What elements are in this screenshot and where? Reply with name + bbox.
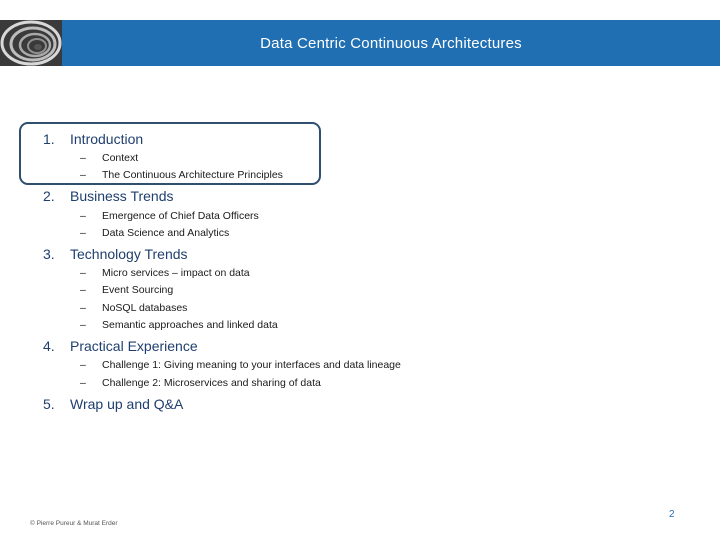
agenda-section-3 — [43, 246, 188, 262]
agenda-item: – Emergence of Chief Data Officers — [80, 210, 259, 222]
agenda-item: – The Continuous Architecture Principles — [80, 169, 283, 181]
bullet-dash: – — [80, 267, 86, 279]
section-title: Business Trends — [70, 188, 174, 204]
agenda-item: – Data Science and Analytics — [80, 227, 230, 239]
bullet-dash: – — [80, 302, 86, 314]
section-number: 3. — [43, 246, 55, 262]
agenda-item: – Challenge 1: Giving meaning to your interfaces and data lineage — [80, 359, 401, 371]
slide-title: Data Centric Continuous Architectures — [260, 34, 522, 52]
footer-copyright: © Pierre Pureur & Murat Erder — [30, 520, 118, 527]
section-number: 5. — [43, 396, 55, 412]
section-title: Technology Trends — [70, 246, 188, 262]
bullet-dash: – — [80, 284, 86, 296]
section-title: Wrap up and Q&A — [70, 396, 184, 412]
bullet-dash: – — [80, 227, 86, 239]
agenda-item: – Semantic approaches and linked data — [80, 319, 278, 331]
section-title: Introduction — [70, 131, 144, 147]
agenda-section-2 — [43, 188, 174, 204]
agenda-item: – NoSQL databases — [80, 302, 188, 314]
bullet-dash: – — [80, 377, 86, 389]
section-number: 1. — [43, 131, 55, 147]
bullet-dash: – — [80, 359, 86, 371]
section-number: 4. — [43, 338, 55, 354]
section-title: Practical Experience — [70, 338, 198, 354]
section-number: 2. — [43, 188, 55, 204]
agenda-section-4 — [43, 338, 198, 354]
bullet-dash: – — [80, 169, 86, 181]
agenda-section-1 — [43, 131, 143, 147]
agenda-item: – Micro services – impact on data — [80, 267, 250, 279]
bullet-dash: – — [80, 152, 86, 164]
agenda-item: – Challenge 2: Microservices and sharing of data — [80, 377, 321, 389]
agenda-item: – Context — [80, 152, 139, 164]
bullet-dash: – — [80, 319, 86, 331]
page-number: 2 — [669, 509, 675, 520]
bullet-dash: – — [80, 210, 86, 222]
agenda-section-5 — [43, 396, 183, 412]
agenda-item: – Event Sourcing — [80, 284, 174, 296]
